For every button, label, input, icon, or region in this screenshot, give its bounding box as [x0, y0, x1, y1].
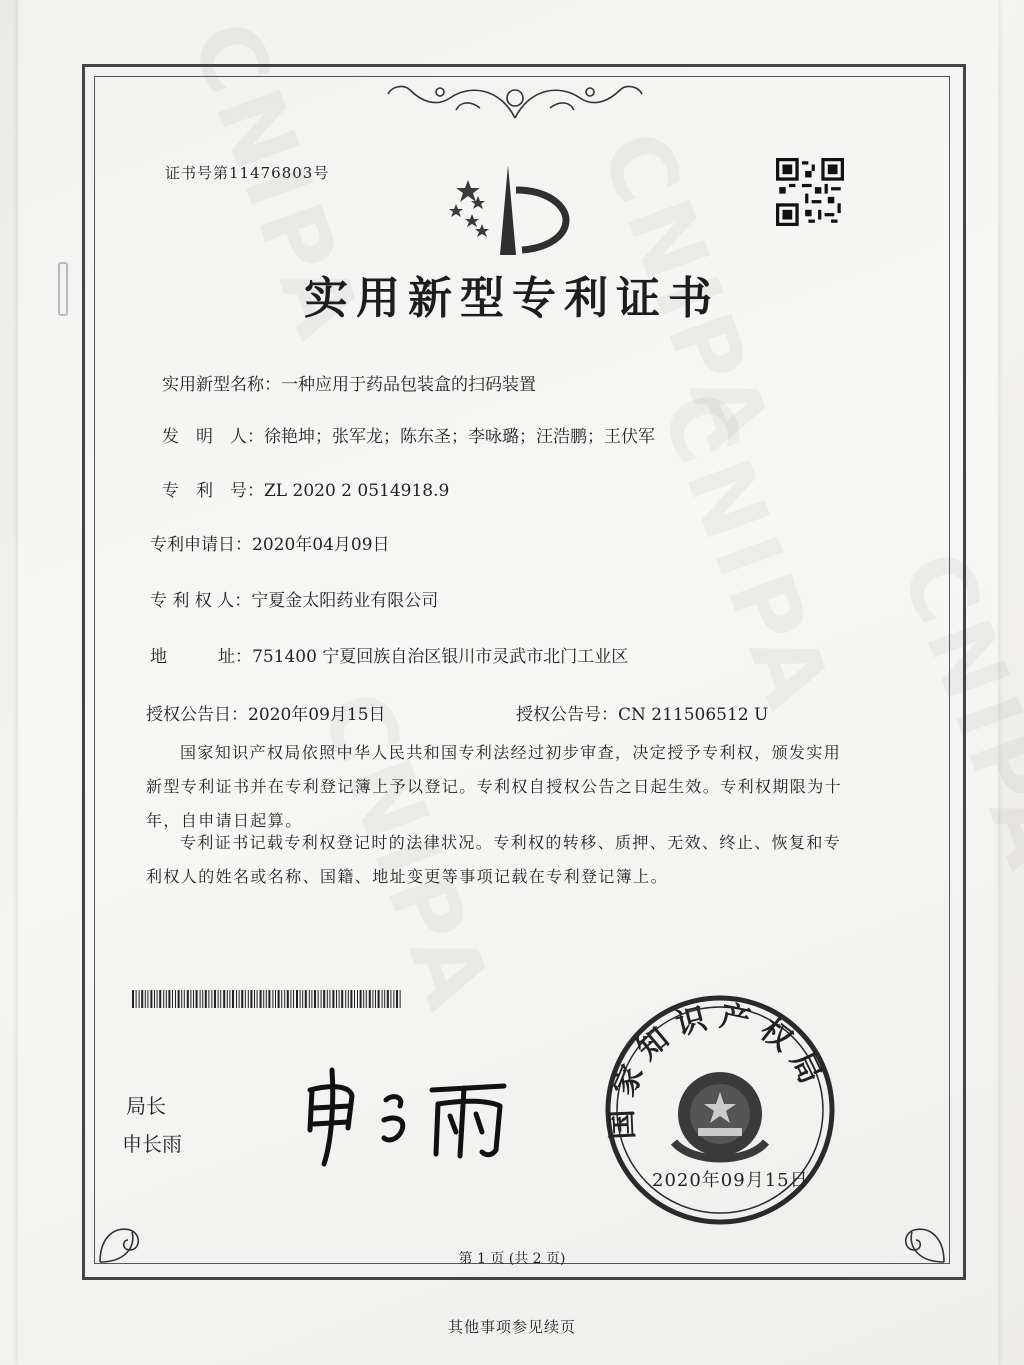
field-label: 授权公告日：: [146, 705, 248, 725]
patent-number: [162, 476, 449, 501]
paragraph-line: 利权人的姓名或名称、国籍、地址变更等事项记载在专利登记簿上。: [146, 867, 669, 886]
certificate-number: 证书号第11476803号: [165, 164, 330, 182]
grant-announcement-number: [516, 700, 768, 725]
grant-announcement-date: [146, 700, 386, 725]
field-value: CN 211506512 U: [618, 705, 769, 725]
continuation-note: 其他事项参见续页: [447, 1318, 576, 1336]
utility-model-name: [162, 370, 536, 395]
paragraph-line: 国家知识产权局依照中华人民共和国专利法经过初步审查，决定授予专利权，颁发实用: [180, 743, 842, 762]
paragraph-line: 年，自申请日起算。: [146, 811, 303, 830]
paragraph-legal-status: [146, 826, 896, 894]
inventors: [162, 422, 655, 447]
address: [150, 642, 628, 667]
certificate-title: 实用新型专利证书: [304, 273, 720, 324]
field-label: 专 利 号：: [162, 481, 264, 501]
paragraph-line: 新型专利证书并在专利登记簿上予以登记。专利权自授权公告之日起生效。专利权期限为十: [146, 777, 843, 796]
seal-text: 国家知识产权局: [604, 998, 833, 1141]
field-value: ZL 2020 2 0514918.9: [264, 481, 450, 501]
application-date: [150, 530, 390, 555]
seal-date: 2020年09月15日: [652, 1170, 809, 1191]
field-label: 专利申请日：: [150, 535, 252, 555]
patentee: [150, 586, 438, 611]
field-value: 一种应用于药品包装盒的扫码装置: [281, 375, 536, 395]
field-label: 授权公告号：: [516, 705, 618, 725]
field-value: 宁夏金太阳药业有限公司: [251, 591, 439, 611]
director-title: 局长: [126, 1094, 166, 1118]
barcode: [132, 990, 402, 1008]
official-seal: [602, 992, 838, 1228]
page-number: 第 1 页 (共 2 页): [458, 1251, 566, 1267]
field-label: 地 址：: [150, 647, 252, 667]
cnipa-logo: [438, 160, 578, 260]
field-value: 751400 宁夏回族自治区银川市灵武市北门工业区: [252, 647, 629, 667]
handwritten-signature: [292, 1060, 522, 1170]
top-ornament: [380, 78, 650, 122]
director-name: 申长雨: [122, 1132, 182, 1156]
field-label: 实用新型名称：: [162, 375, 281, 395]
field-label: 专 利 权 人：: [150, 591, 252, 611]
field-value: 徐艳坤；张军龙；陈东圣；李咏璐；汪浩鹏；王伏军: [264, 427, 655, 447]
qr-code: [776, 158, 844, 226]
field-value: 2020年09月15日: [248, 705, 386, 725]
field-value: 2020年04月09日: [252, 535, 390, 555]
field-label: 发 明 人：: [162, 427, 264, 447]
paragraph-grant: [146, 736, 896, 838]
paragraph-line: 专利证书记载专利权登记时的法律状况。专利权的转移、质押、无效、终止、恢复和专: [180, 833, 842, 852]
